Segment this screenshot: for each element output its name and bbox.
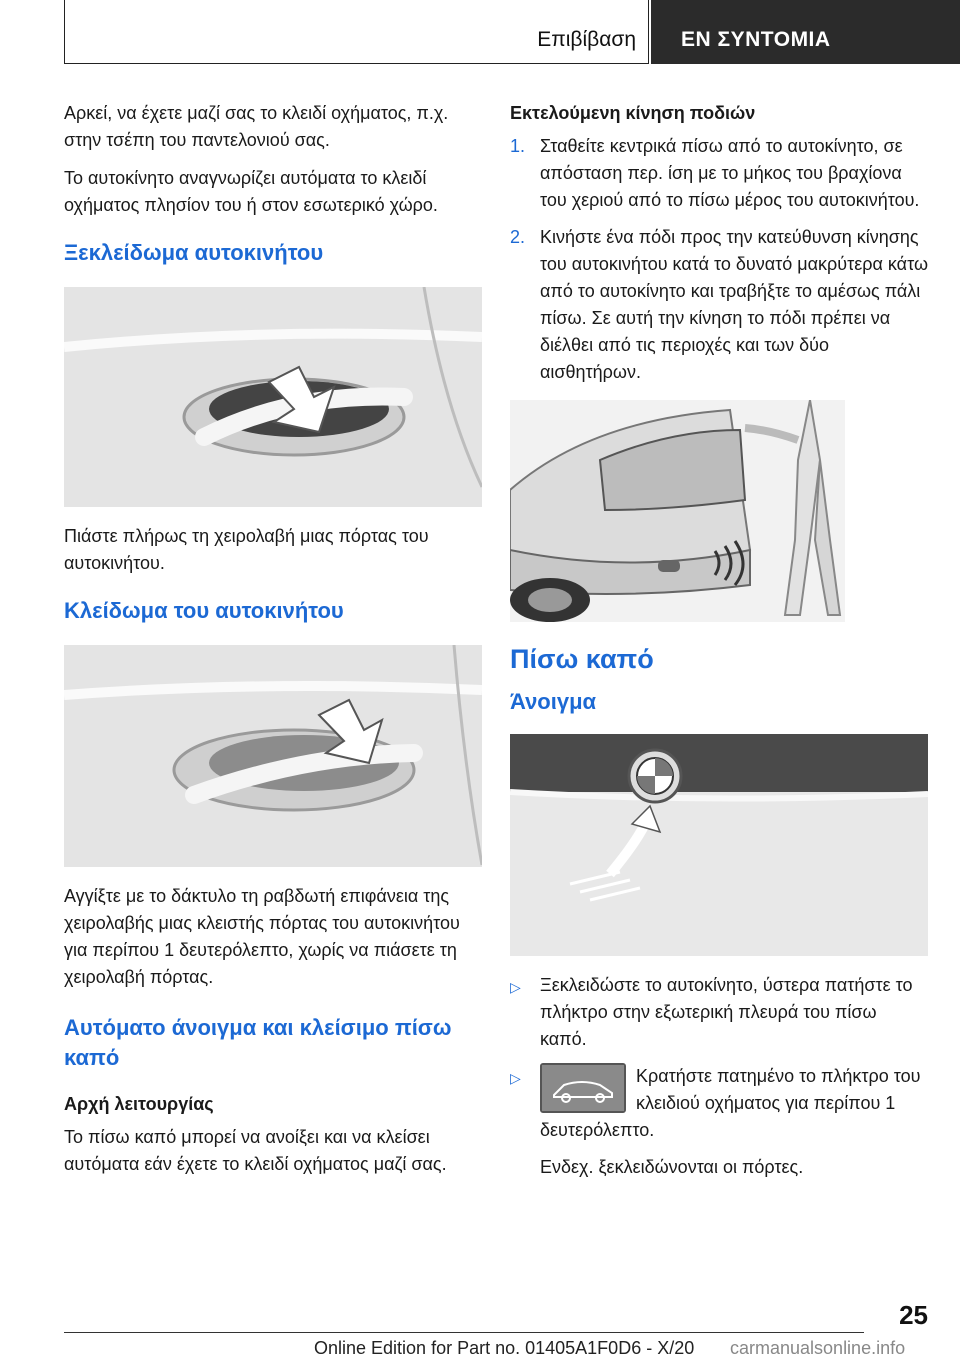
lock-instruction: Αγγίξτε με το δάκτυλο τη ραβδωτή επιφάνεια της χειρολαβής μιας κλειστής πόρτας του αυτοκινήτου για περίπου 1 δευτερόλεπτο, χωρίς να πιάσετε τη χειρολαβή πόρτας.	[64, 886, 460, 987]
door-handle-lock-illustration	[64, 645, 482, 867]
section-tab-label: Επιβίβαση	[537, 28, 636, 51]
unlock-instruction: Πιάστε πλήρως τη χειρολαβή μιας πόρτας του αυτοκινήτου.	[64, 526, 429, 573]
principle-heading: Αρχή λειτουργίας	[64, 1094, 214, 1114]
principle-text: Το πίσω καπό μπορεί να ανοίξει και να κλείσει αυτόματα εάν έχετε το κλειδί οχήματος μαζί σας.	[64, 1127, 447, 1174]
tailgate-button-illustration	[510, 734, 928, 956]
step-text: Κινήστε ένα πόδι προς την κατεύθυνση κίνησης του αυτοκινήτου κατά το δυνατό μακρύτερα κάτω από το αυτοκίνητο και τραβήξτε το αμέσως πάλι πίσω. Σε αυτή την κίνηση το πόδι πρέπει να διέλθει από τις περιοχές και των δύο αισθητήρων.	[540, 227, 928, 382]
tailgate-heading: Πίσω καπό	[510, 644, 654, 674]
right-column	[510, 100, 928, 1191]
step-number: 1.	[510, 136, 526, 156]
chapter-tab	[651, 0, 960, 64]
car-key-button-icon	[540, 1063, 626, 1113]
triangle-bullet-icon: ▷	[510, 1070, 521, 1086]
chapter-tab-label: ΕΝ ΣΥΝΤΟΜΙΑ	[681, 28, 831, 51]
step-2	[510, 224, 928, 386]
step-number: 2.	[510, 227, 526, 247]
step-text: Σταθείτε κεντρικά πίσω από το αυτοκίνητο, σε απόσταση περ. ίση με το μήκος του βραχίονα του χεριού από το πίσω μέρος του αυτοκινήτου.	[540, 136, 920, 210]
unlock-heading: Ξεκλείδωμα αυτοκινήτου	[64, 240, 324, 265]
edition-label: Online Edition for Part no. 01405A1F0D6 - X/20	[314, 1338, 695, 1358]
auto-tailgate-heading: Αυτόματο άνοιγμα και κλείσιμο πίσω καπό	[64, 1015, 452, 1070]
bullet-text: Κρατήστε πατημένο το πλήκτρο του κλειδιού οχήματος για περίπου 1 δευτερόλεπτο.	[540, 1066, 921, 1140]
section-tab	[64, 0, 649, 64]
left-column	[64, 100, 482, 1189]
bullet-item	[510, 1063, 928, 1181]
foot-movement-heading: Εκτελούμενη κίνηση ποδιών	[510, 103, 756, 123]
footer-divider	[64, 1332, 864, 1333]
intro-paragraph-1: Αρκεί, να έχετε μαζί σας το κλειδί οχήματος, π.χ. στην τσέπη του παντελονιού σας.	[64, 103, 449, 150]
opening-heading: Άνοιγμα	[510, 689, 597, 714]
bullet-text: Ξεκλειδώστε το αυτοκίνητο, ύστερα πατήστε το πλήκτρο στην εξωτερική πλευρά του πίσω καπό.	[540, 975, 913, 1049]
foot-gesture-illustration	[510, 400, 845, 622]
step-1	[510, 133, 928, 214]
page-header	[64, 0, 960, 64]
bullet-item	[510, 972, 928, 1053]
bullet-note: Ενδεχ. ξεκλειδώνονται οι πόρτες.	[540, 1157, 804, 1177]
intro-paragraph-2: Το αυτοκίνητο αναγνωρίζει αυτόματα το κλειδί οχήματος πλησίον του ή στον εσωτερικό χώρο.	[64, 168, 438, 215]
bullet-content	[540, 1063, 928, 1181]
lock-heading: Κλείδωμα του αυτοκινήτου	[64, 598, 344, 623]
page-number: 25	[899, 1300, 928, 1330]
door-handle-unlock-illustration	[64, 287, 482, 507]
triangle-bullet-icon: ▷	[510, 979, 521, 995]
watermark: carmanualsonline.info	[730, 1338, 906, 1358]
